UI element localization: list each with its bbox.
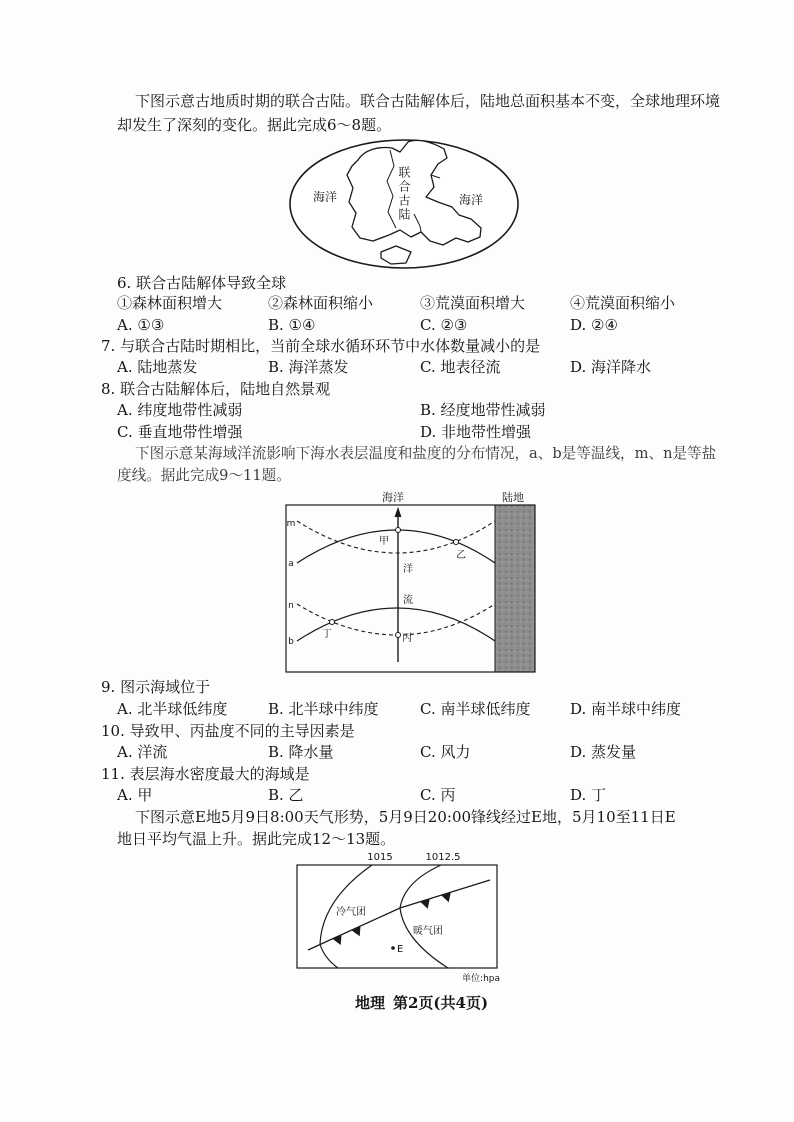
isobar-label-1012-5: 1012.5 bbox=[425, 852, 461, 863]
point-ding-label: 丁 bbox=[322, 629, 332, 640]
q6-option-c: C. ②③ bbox=[420, 316, 468, 334]
q8-option-c: C. 垂直地带性增强 bbox=[117, 423, 243, 441]
q11-option-a: A. 甲 bbox=[117, 786, 153, 804]
current-arrow-head-icon bbox=[395, 507, 402, 517]
point-bing-marker bbox=[396, 633, 401, 638]
intro-12-13-line-1: 下图示意E地5月9日8:00天气形势，5月9日20:00锋线经过E地，5月10至11日E bbox=[135, 808, 676, 826]
q11-stem: 11. 表层海水密度最大的海域是 bbox=[101, 765, 310, 783]
q6-statement-3: ③荒漠面积增大 bbox=[420, 294, 526, 312]
intro-6-8-line-2: 却发生了深刻的变化。据此完成6～8题。 bbox=[117, 116, 392, 134]
line-label-n: n bbox=[288, 601, 294, 611]
q6-statement-1: ①森林面积增大 bbox=[117, 294, 223, 312]
q10-option-a: A. 洋流 bbox=[117, 743, 168, 761]
land-texture bbox=[495, 505, 535, 672]
pressure-unit-label: 单位:hpa bbox=[462, 974, 500, 984]
q8-option-b: B. 经度地带性减弱 bbox=[420, 401, 546, 419]
q7-option-b: B. 海洋蒸发 bbox=[268, 358, 349, 376]
intro-6-8-line-1: 下图示意古地质时期的联合古陆。联合古陆解体后，陆地总面积基本不变，全球地理环境 bbox=[135, 92, 721, 110]
ocean-label-left: 海洋 bbox=[312, 190, 338, 204]
isobar-label-1015: 1015 bbox=[367, 852, 393, 863]
point-bing-label: 丙 bbox=[402, 633, 412, 644]
intro-12-13-line-2: 地日平均气温上升。据此完成12～13题。 bbox=[117, 830, 396, 848]
cold-air-mass-label: 冷气团 bbox=[336, 907, 366, 918]
current-label-char-1: 洋 bbox=[403, 564, 413, 575]
q9-option-d: D. 南半球中纬度 bbox=[570, 700, 682, 718]
q10-option-d: D. 蒸发量 bbox=[570, 743, 637, 761]
q7-stem: 7. 与联合古陆时期相比，当前全球水循环环节中水体数量减小的是 bbox=[101, 337, 541, 355]
ocean-header: 海洋 bbox=[382, 491, 404, 504]
q9-option-c: C. 南半球低纬度 bbox=[420, 700, 531, 718]
ocean-label-right: 海洋 bbox=[458, 193, 484, 207]
footer-page-number: 第2页(共4页) bbox=[393, 994, 489, 1012]
point-yi-marker bbox=[454, 540, 459, 545]
current-diagram bbox=[270, 485, 545, 680]
q9-option-a: A. 北半球低纬度 bbox=[117, 700, 228, 718]
point-yi-label: 乙 bbox=[456, 550, 466, 561]
q7-option-d: D. 海洋降水 bbox=[570, 358, 652, 376]
q10-option-c: C. 风力 bbox=[420, 743, 471, 761]
land-header: 陆地 bbox=[502, 491, 524, 504]
site-e-label: E bbox=[397, 944, 404, 955]
q8-option-a: A. 纬度地带性减弱 bbox=[117, 401, 243, 419]
point-ding-marker bbox=[330, 620, 335, 625]
q6-option-a: A. ①③ bbox=[117, 316, 165, 334]
line-label-m: m bbox=[286, 519, 296, 529]
q6-option-b: B. ①④ bbox=[268, 316, 316, 334]
q8-stem: 8. 联合古陆解体后，陆地自然景观 bbox=[101, 380, 331, 398]
q6-option-d: D. ②④ bbox=[570, 316, 618, 334]
point-jia-marker bbox=[396, 528, 401, 533]
q6-statement-4: ④荒漠面积缩小 bbox=[570, 294, 676, 312]
line-label-b: b bbox=[288, 637, 294, 647]
q11-option-c: C. 丙 bbox=[420, 786, 456, 804]
q11-option-b: B. 乙 bbox=[268, 786, 304, 804]
intro-9-11-line-1: 下图示意某海域洋流影响下海水表层温度和盐度的分布情况，a、b是等温线，m、n是等盐 bbox=[135, 445, 717, 462]
warm-air-mass-label: 暖气团 bbox=[413, 926, 443, 937]
q7-option-c: C. 地表径流 bbox=[420, 358, 501, 376]
q7-option-a: A. 陆地蒸发 bbox=[117, 358, 198, 376]
q10-option-b: B. 降水量 bbox=[268, 743, 334, 761]
weather-map bbox=[290, 846, 505, 986]
current-label-char-2: 流 bbox=[403, 595, 413, 606]
line-label-a: a bbox=[288, 559, 294, 569]
q11-option-d: D. 丁 bbox=[570, 786, 607, 804]
isohaline-m bbox=[297, 521, 495, 553]
q9-option-b: B. 北半球中纬度 bbox=[268, 700, 379, 718]
site-e-dot bbox=[391, 946, 395, 950]
q8-option-d: D. 非地带性增强 bbox=[420, 423, 532, 441]
q10-stem: 10. 导致甲、丙盐度不同的主导因素是 bbox=[101, 722, 355, 740]
point-jia-label: 甲 bbox=[379, 536, 389, 547]
footer-subject: 地理 bbox=[355, 994, 386, 1012]
pangaea-label: 联合古陆 bbox=[397, 166, 411, 222]
q9-stem: 9. 图示海域位于 bbox=[101, 678, 211, 696]
q6-stem: 6. 联合古陆解体导致全球 bbox=[117, 274, 287, 292]
q6-statement-2: ②森林面积缩小 bbox=[268, 294, 374, 312]
intro-9-11-line-2: 度线。据此完成9～11题。 bbox=[117, 467, 291, 484]
